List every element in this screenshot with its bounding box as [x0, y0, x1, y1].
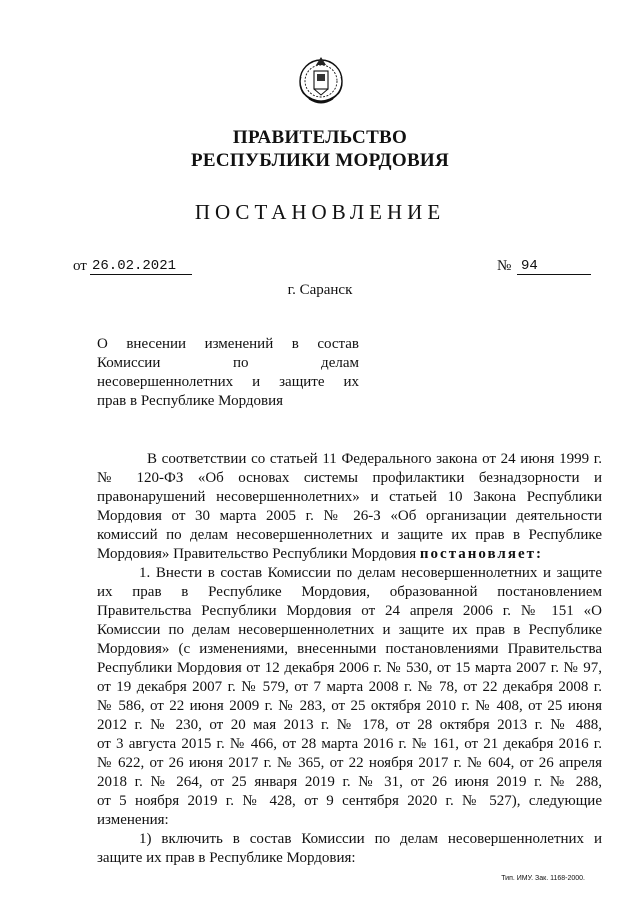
body-line: В соответствии со статьей 11 Федерального закона от 24 июня 1999 г.: [147, 451, 602, 467]
body-line: изменения:: [97, 812, 169, 828]
decree-word: постановляет:: [419, 546, 543, 562]
body-line: 2012 г. № 230, от 20 мая 2013 г. № 178, от 28 октября 2013 г. № 488,: [97, 717, 602, 733]
body-line: Мордовия от 30 марта 2005 г. № 26-З «Об организации деятельности: [97, 508, 602, 524]
org-name-line-1: ПРАВИТЕЛЬСТВО: [232, 127, 408, 148]
number-prefix: №: [497, 258, 512, 274]
body-text: [97, 450, 602, 868]
body-line: Мордовия» (с изменениями, внесенными постановлениями Правительства: [97, 641, 602, 657]
document-type-title: ПОСТАНОВЛЕНИЕ: [194, 200, 446, 224]
subject-line: Комиссии по делам: [97, 355, 359, 371]
body-line: от 3 августа 2015 г. № 466, от 28 марта 2016 г. № 161, от 21 декабря 2016 г.: [97, 736, 602, 752]
document-date: 26.02.2021: [90, 258, 192, 275]
document-number: 94: [517, 258, 591, 275]
subject-line: несовершеннолетних и защите их: [97, 374, 359, 390]
body-line: Мордовия» Правительство Республики Мордовия: [97, 546, 417, 562]
subject-line: О внесении изменений в состав: [97, 336, 359, 352]
body-line-with-decree: [97, 545, 602, 564]
body-line: 1. Внести в состав Комиссии по делам несовершеннолетних и защите: [139, 565, 602, 581]
body-line: Правительства Республики Мордовия от 24 апреля 2006 г. № 151 «О: [97, 603, 602, 619]
coat-of-arms-emblem: [295, 53, 347, 115]
body-line: от 5 ноября 2019 г. № 428, от 9 сентября 2020 г. № 527), следующие: [97, 793, 602, 809]
subject-line: прав в Республике Мордовия: [97, 393, 284, 409]
body-line: правонарушений несовершеннолетних» и статьей 10 Закона Республики: [97, 489, 602, 505]
subject-block: [97, 335, 359, 411]
body-line: Комиссии по делам несовершеннолетних и защите их прав в Республике: [97, 622, 602, 638]
body-line: Республики Мордовия от 12 декабря 2006 г. № 530, от 15 марта 2007 г. № 97,: [97, 660, 602, 676]
body-line: защите их прав в Республике Мордовия:: [97, 850, 356, 866]
body-line: их прав в Республике Мордовия, образованной постановлением: [97, 584, 602, 600]
body-line: № 622, от 26 июня 2017 г. № 365, от 22 ноября 2017 г. № 604, от 26 апреля: [97, 755, 602, 771]
date-prefix: от: [73, 258, 87, 274]
body-line: 1) включить в состав Комиссии по делам несовершеннолетних и: [139, 831, 602, 847]
print-footer-note: Тип. ИМУ. Зак. 1168-2000.: [501, 875, 585, 882]
body-line: № 586, от 22 июня 2009 г. № 283, от 25 октября 2010 г. № 408, от 25 июня: [97, 698, 602, 714]
body-line: № 120-ФЗ «Об основах системы профилактики безнадзорности и: [97, 470, 602, 486]
org-name-line-2: РЕСПУБЛИКИ МОРДОВИЯ: [190, 150, 450, 171]
city-name: г. Саранск: [287, 282, 353, 298]
body-line: от 19 декабря 2007 г. № 579, от 7 марта 2008 г. № 78, от 22 декабря 2008 г.: [97, 679, 602, 695]
body-line: комиссий по делам несовершеннолетних и защите их прав в Республике: [97, 527, 602, 543]
body-line: 2018 г. № 264, от 25 января 2019 г. № 31, от 26 июня 2019 г. № 288,: [97, 774, 602, 790]
